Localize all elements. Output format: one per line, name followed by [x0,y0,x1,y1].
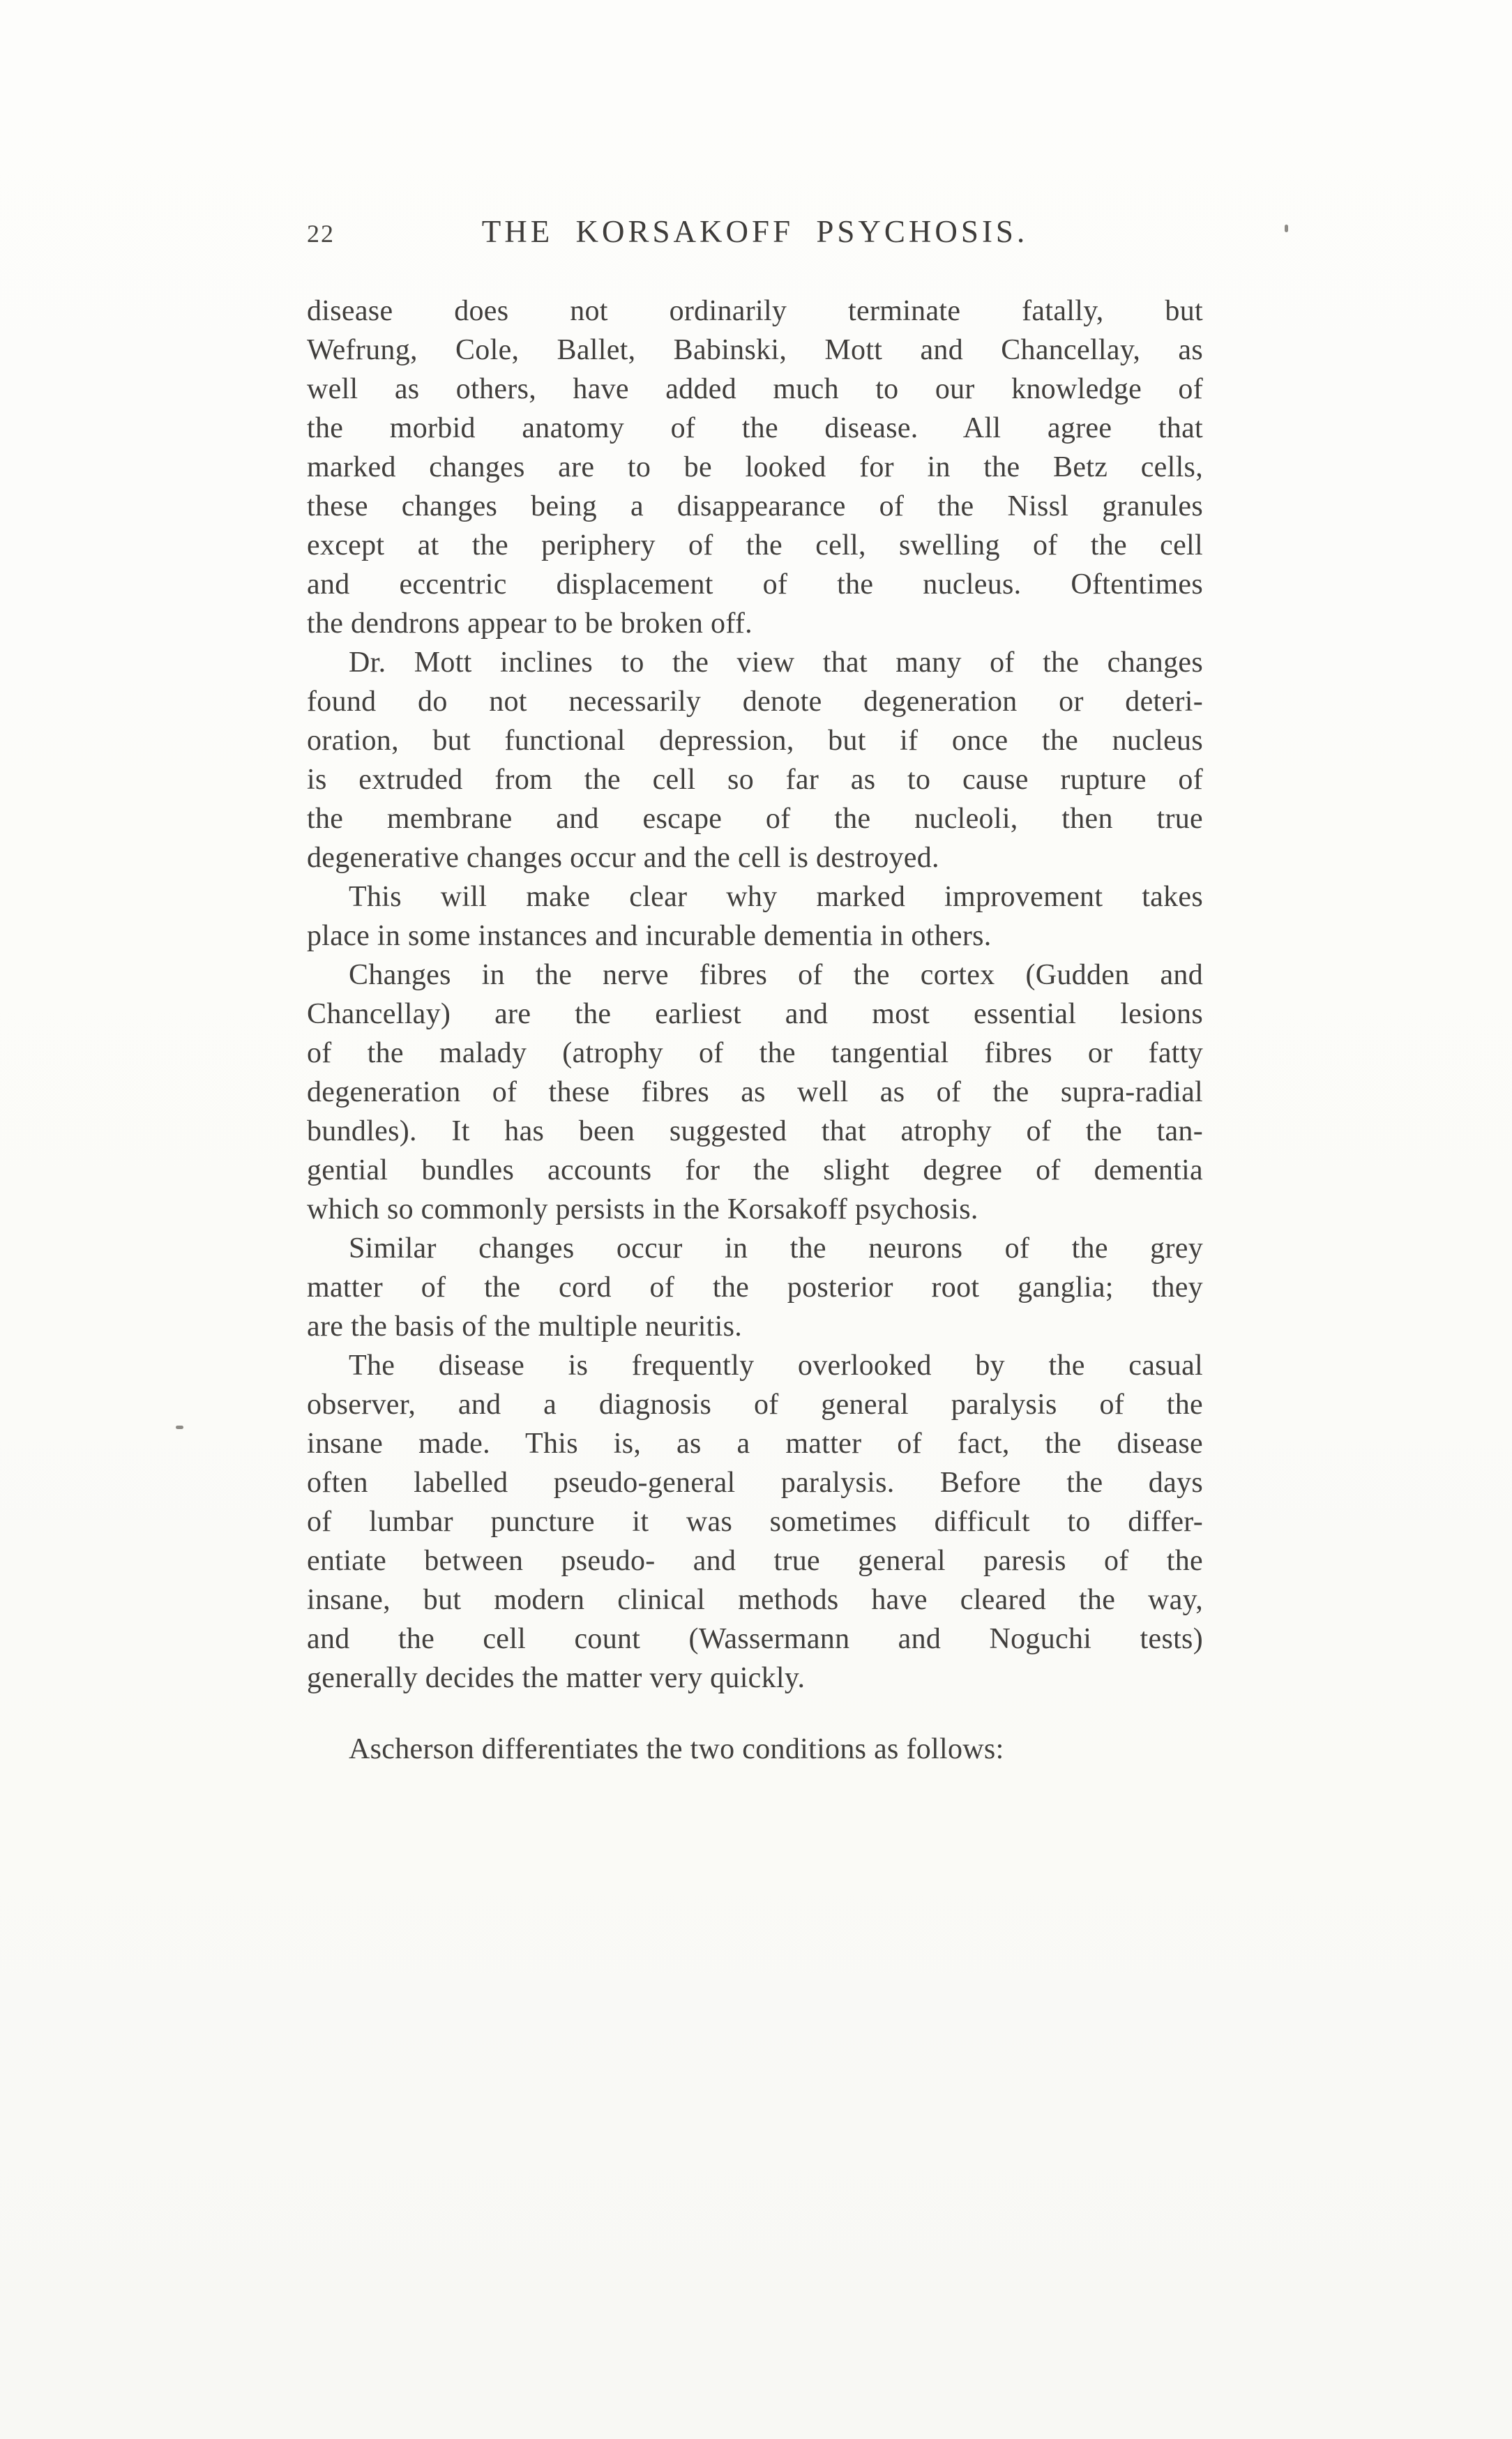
text-line: are the basis of the multiple neuritis. [307,1311,743,1343]
paragraph [307,877,1203,956]
text-line: Dr. Mott inclines to the view that many of the changes [349,647,1203,679]
text-line: generally decides the matter very quickly. [307,1662,806,1694]
text-line: Ascherson differentiates the two conditions as follows: [349,1733,1004,1765]
text-line: place in some instances and incurable dementia in others. [307,920,992,952]
paragraph [307,292,1203,643]
text-line: observer, and a diagnosis of general paralysis of the [307,1389,1203,1421]
text-line: oration, but functional depression, but if once the nucleus [307,725,1203,757]
text-line: degeneration of these fibres as well as of the supra-radial [307,1076,1203,1108]
text-block [307,292,1203,1769]
text-line: degenerative changes occur and the cell is destroyed. [307,842,939,874]
text-line: and the cell count (Wassermann and Noguchi tests) [307,1623,1203,1655]
text-line: often labelled pseudo-general paralysis. Before the days [307,1467,1203,1499]
scan-speck [176,1426,183,1429]
text-line: is extruded from the cell so far as to cause rupture of [307,764,1203,796]
text-line: these changes being a disappearance of the Nissl granules [307,490,1203,522]
text-line: entiate between pseudo- and true general paresis of the [307,1545,1203,1577]
page-header [307,213,1203,258]
text-line: the dendrons appear to be broken off. [307,607,753,640]
text-line: of lumbar puncture it was sometimes difficult to differ- [307,1506,1203,1538]
text-line: and eccentric displacement of the nucleus. Oftentimes [307,568,1203,601]
text-line: insane made. This is, as a matter of fact, the disease [307,1428,1203,1460]
text-line: matter of the cord of the posterior root ganglia; they [307,1271,1203,1304]
text-line: except at the periphery of the cell, swelling of the cell [307,529,1203,561]
scan-speck [1285,225,1288,232]
paragraph [307,643,1203,877]
paragraph [307,1346,1203,1698]
paragraph [307,1229,1203,1346]
text-line: Chancellay) are the earliest and most essential lesions [307,998,1203,1030]
text-line: bundles). It has been suggested that atrophy of the tan- [307,1115,1203,1147]
text-line: disease does not ordinarily terminate fatally, but [307,295,1203,327]
text-line: the membrane and escape of the nucleoli, then true [307,803,1203,835]
text-line: which so commonly persists in the Korsakoff psychosis. [307,1193,978,1225]
text-line: The disease is frequently overlooked by the casual [349,1350,1203,1382]
page-number: 22 [307,220,335,248]
text-line: found do not necessarily denote degeneration or deteri- [307,686,1203,718]
text-line: gential bundles accounts for the slight degree of dementia [307,1154,1203,1186]
text-line: of the malady (atrophy of the tangential fibres or fatty [307,1037,1203,1069]
page-title: THE KORSAKOFF PSYCHOSIS. [481,214,1029,249]
text-line: Changes in the nerve fibres of the cortex (Gudden and [349,959,1203,991]
text-line: Similar changes occur in the neurons of the grey [349,1232,1203,1264]
text-line: This will make clear why marked improvement takes [349,881,1203,913]
paragraph [307,1730,1203,1769]
text-line: the morbid anatomy of the disease. All agree that [307,412,1203,444]
text-line: Wefrung, Cole, Ballet, Babinski, Mott and Chancellay, as [307,334,1203,366]
text-line: marked changes are to be looked for in the Betz cells, [307,451,1203,483]
text-line: insane, but modern clinical methods have cleared the way, [307,1584,1203,1616]
paragraph [307,956,1203,1229]
text-line: well as others, have added much to our knowledge of [307,373,1203,405]
